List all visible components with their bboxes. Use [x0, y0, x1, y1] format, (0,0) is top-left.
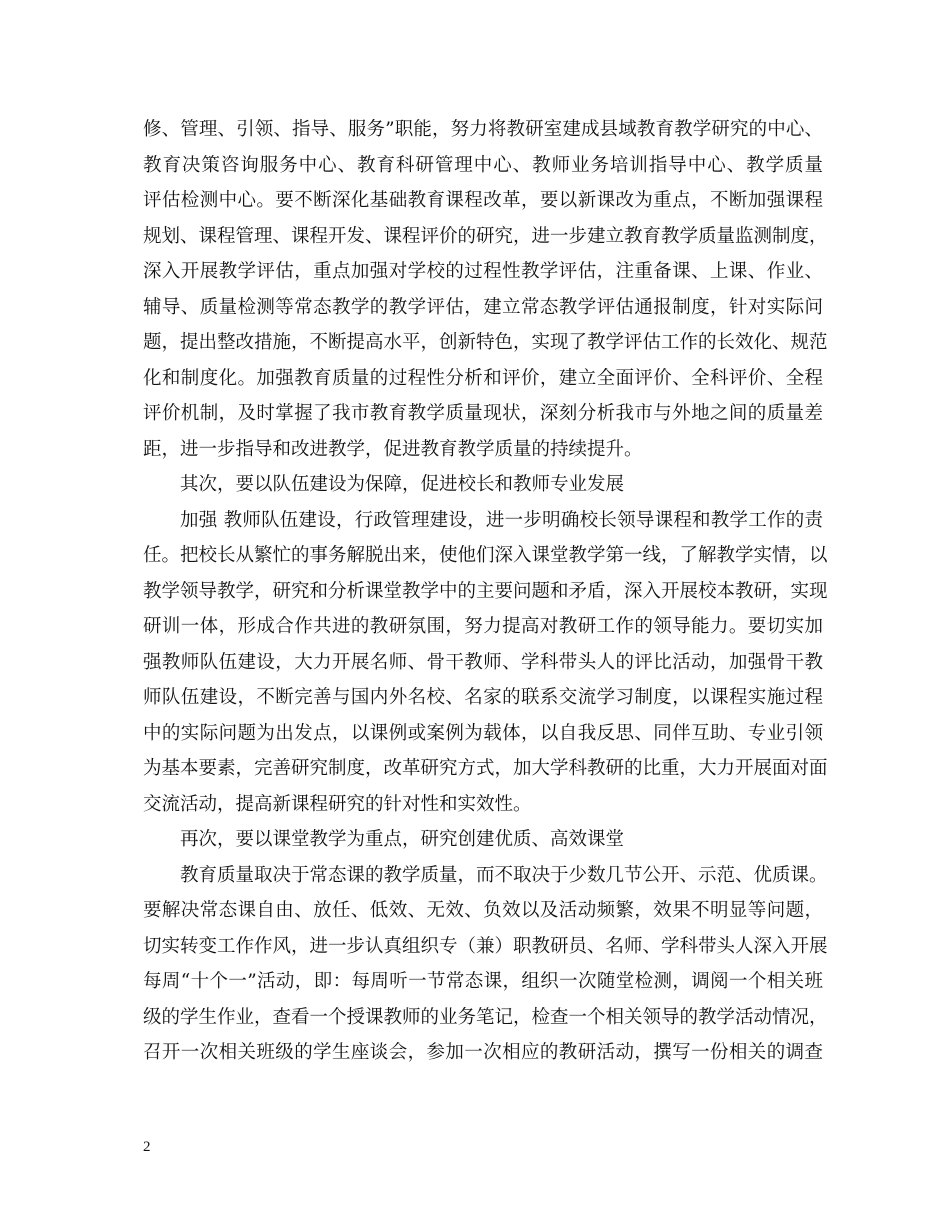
text-line: 为基本要素，完善研究制度，改革研究方式，加大学科教研的比重，大力开展面对面 — [143, 758, 828, 779]
text-line: 规划、课程管理、课程开发、课程评价的研究，进一步建立教育教学质量监测制度， — [143, 225, 828, 247]
text-line: 召开一次相关班级的学生座谈会，参加一次相应的教研活动，撰写一份相关的调查 — [143, 1042, 823, 1063]
text-line: 加强 教师队伍建设，行政管理建设，进一步明确校长领导课程和教学工作的责 — [180, 509, 823, 531]
text-line: 其次，要以队伍建设为保障，促进校长和教师专业发展 — [180, 474, 625, 495]
text-line: 切实转变工作作风，进一步认真组织专（兼）职教研员、名师、学科带头人深入开展 — [143, 935, 828, 957]
text-line: 评价机制，及时掌握了我市教育教学质量现状，深刻分析我市与外地之间的质量差 — [143, 403, 823, 424]
text-line: 任。把校长从繁忙的事务解脱出来，使他们深入课堂教学第一线，了解教学实情，以 — [143, 545, 828, 566]
text-line: 再次，要以课堂教学为重点，研究创建优质、高效课堂 — [180, 829, 625, 850]
text-line: 题，提出整改措施，不断提高水平，创新特色，实现了教学评估工作的长效化、规范 — [143, 332, 828, 353]
text-line: 评估检测中心。要不断深化基础教育课程改革，要以新课改为重点，不断加强课程 — [143, 190, 823, 211]
paragraph — [143, 112, 828, 467]
page-number: 2 — [143, 1139, 151, 1155]
text-line: 辅导、质量检测等常态教学的教学评估，建立常态教学评估通报制度，针对实际问 — [143, 296, 823, 318]
paragraph — [143, 503, 828, 823]
text-line: 强教师队伍建设，大力开展名师、骨干教师、学科带头人的评比活动，加强骨干教 — [143, 651, 823, 673]
text-line: 中的实际问题为出发点，以课例或案例为载体，以自我反思、同伴互助、专业引领 — [143, 722, 823, 744]
text-line: 教学领导教学，研究和分析课堂教学中的主要问题和矛盾，深入开展校本教研，实现 — [143, 580, 828, 602]
text-line: 研训一体，形成合作共进的教研氛围，努力提高对教研工作的领导能力。要切实加 — [143, 616, 823, 637]
text-line: 深入开展教学评估，重点加强对学校的过程性教学评估，注重备课、上课、作业、 — [143, 261, 823, 282]
section-heading — [143, 822, 823, 858]
text-line: 交流活动，提高新课程研究的针对性和实效性。 — [143, 793, 532, 815]
paragraph — [143, 858, 828, 1071]
document-body — [143, 112, 828, 1071]
text-line: 每周“十个一”活动，即：每周听一节常态课，组织一次随堂检测，调阅一个相关班 — [143, 971, 823, 992]
text-line: 级的学生作业，查看一个授课教师的业务笔记，检查一个相关领导的教学活动情况， — [143, 1006, 828, 1028]
text-line: 化和制度化。加强教育质量的过程性分析和评价，建立全面评价、全科评价、全程 — [143, 367, 823, 389]
text-line: 修、管理、引领、指导、服务”职能，努力将教研室建成县域教育教学研究的中心、 — [143, 119, 823, 140]
text-line: 师队伍建设，不断完善与国内外名校、名家的联系交流学习制度，以课程实施过程 — [143, 687, 823, 708]
section-heading — [143, 467, 823, 503]
text-line: 要解决常态课自由、放任、低效、无效、负效以及活动频繁，效果不明显等问题， — [143, 900, 823, 921]
text-line: 教育决策咨询服务中心、教育科研管理中心、教师业务培训指导中心、教学质量 — [143, 154, 823, 176]
text-line: 教育质量取决于常态课的教学质量，而不取决于少数几节公开、示范、优质课。 — [180, 864, 828, 886]
text-line: 距，进一步指导和改进教学，促进教育教学质量的持续提升。 — [143, 438, 643, 460]
